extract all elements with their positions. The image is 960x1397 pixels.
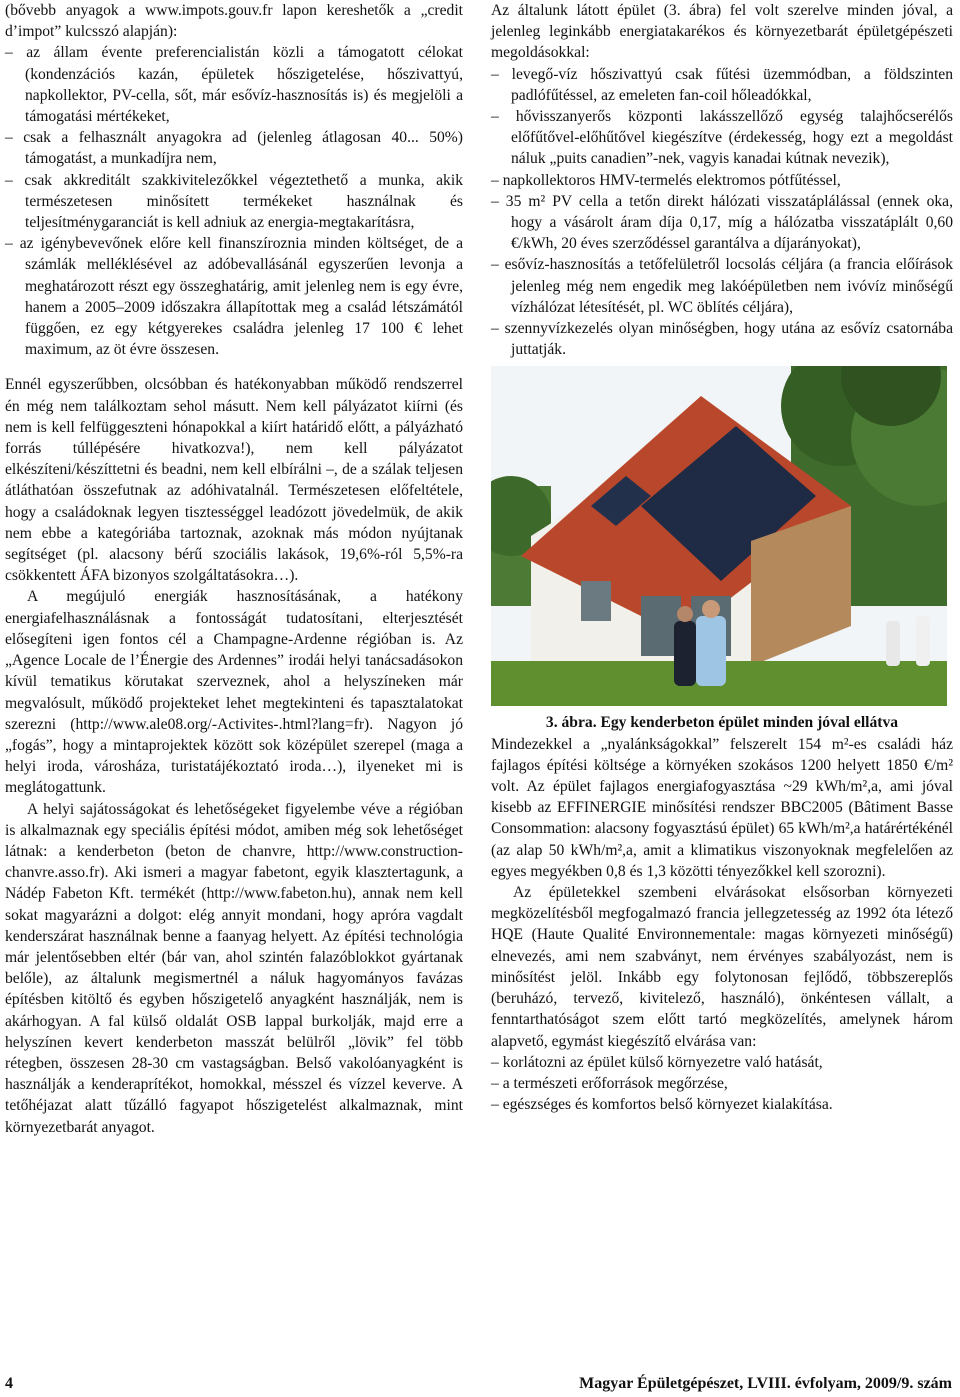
list-item: – csak akkreditált szakkivitelezőkkel végeztethető a munka, akik természetesen minősített termékeket használnak és teljesítménygaranciát is kell adniuk az energia-megtakarításra, — [5, 171, 463, 232]
figure-caption: 3. ábra. Egy kenderbeton épület minden jóval ellátva — [545, 714, 899, 732]
left-column — [5, 0, 463, 1138]
house-photo — [491, 366, 947, 706]
body-paragraph: Mindezekkel a „nyalánkságokkal” felszerelt 154 m²-es családi ház fajlagos építési költsége a környéken szokásos 1200 helyett 1850 €/m² volt. Az épület fajlagos energiafogyasztása ~29 kWh/m²,a, ami jóval kisebb az EFFINERGIE minősítési rendszer BBC2005 (Bâtiment Basse Consommation: alacsony fogyasztású épület) 65 kWh/m²,a határértékénél (az alap 50 kWh/m²,a, amit a klimatikus viszonyoknak megfelelően az egyes megyékben 0,8 és 1,3 közötti tényezőkkel kell szorozni). — [491, 735, 953, 880]
list-item: – a természeti erőforrások megőrzése, — [491, 1074, 728, 1092]
list-item: – esővíz-hasznosítás a tetőfelületről locsolás céljára (a francia előírások jelenleg még nem engedik meg lakóépületben nem ivóvíz minőségű vízhálózat létesítését, pl. WC öblítés céljára), — [491, 256, 953, 316]
body-paragraph: Az épületekkel szembeni elvárásokat elsősorban környezeti megközelítésből megfogalmazó francia jellegzetesség az 1992 óta létező HQE (Haute Qualité Environnementale: magas környezeti minőségű) elnevezés, ami nem szabványt, nem érvényes szabályozást, nem is minősítést jelöl. Inkább egy folytonosan fejlődő, többszereplős (beruházó, tervező, kivitelező, használó), önkéntesen vállalt, a fenntarthatóságot szem előtt tartó megközelítés, amelynek három alapvető, egymást kiegészítő elvárása van: — [491, 884, 953, 1050]
list-item: – az állam évente preferencialistán közli a támogatott célokat (kondenzációs kazán, épületek hőszigetelése, hőszivattyú, napkollektor, PV-cella, sőt, már esővíz-hasznosítás is) és megjelöli a támogatási mértékeket, — [5, 44, 463, 126]
list-item: – levegő-víz hőszivattyú csak fűtési üzemmódban, a földszinten padlófűtéssel, az emeleten fan-coil hőleadókkal, — [491, 65, 953, 104]
list-item: – egészséges és komfortos belső környezet kialakítása. — [491, 1096, 833, 1114]
page-number: 4 — [5, 1375, 13, 1392]
list-item: – csak a felhasznált anyagokra ad (jelenleg átlagosan 40... 50%) támogatást, a munkadíjra nem, — [5, 129, 463, 168]
list-item: – hővisszanyerős központi lakásszellőző egység talajhőcserélős előfűtővel-előhűtővel kiegészítve (érdekesség, hogy ezt a megoldást náluk „puits canadien”-nek, vagyis kanadai kútnak nevezik), — [491, 108, 953, 168]
list-item: – az igénybevevőnek előre kell finanszíroznia minden költséget, de a számlák melléklésével az adóbevallásánál egyszerűen levonja a meghatározott részt egy összeghatárig, amit jelenleg nem is egy évre, hanem a 2005–2009 időszakra állapítottak meg a család létszámától függően, ez egy kétgyerekes családra jelenleg 17 100 € lehet maximum, az öt évre összesen. — [5, 235, 463, 359]
list-item: – korlátozni az épület külső környezetre való hatását, — [491, 1053, 823, 1071]
journal-title: Magyar Épületgépészet, LVIII. évfolyam, 2009/9. szám — [579, 1375, 952, 1392]
list-item: – napkollektoros HMV-termelés elektromos pótfűtéssel, — [491, 171, 841, 189]
body-paragraph: Ennél egyszerűbben, olcsóbban és hatékonyabban működő rendszerrel én még nem találkoztam sehol másutt. Nem kell pályázatot kiírni (és nem is kell felfüggeszteni hónapokkal a kiírt határidő előtt, a pályázható forrás túllépésére hivatkozva!), nem kell pályázatot elkészíteni/készíttetni és beadni, nem kell elbírálni –, de a szálak teljesen átláthatóan összefutnak az adóhivatalnál. Természetesen előfeltétele, hogy a családoknak legyen tisztességgel leadózott jövedelmük, de akik nem ebbe a kategóriába tartoznak, azoknak más módon nyújtanak segítséget (pl. alacsony bérű szociális lakások, 19,6%-ról 5,5%-ra csökkentett ÁFA bizonyos szolgáltatásokra…). — [5, 376, 463, 585]
page-footer — [5, 1369, 952, 1393]
body-paragraph: A megújuló energiák hasznosításának, a hatékony energiafelhasználásnak a fontosságát tudatosítani, elterjesztését elősegíteni igen fontos cél a Champagne-Ardenne régióban is. Az „Agence Locale de l’Énergie des Ardennes” irodái helyi tanácsadásokon kívül tematikus körutakat szerveznek, ahol a helyszíneken már megvalósult, működő projekteket lehet megtekinteni és tapasztalatokat szerezni (http://www.ale08.org/-Activites-.html?lang=fr). Nagyon jó „fogás”, hogy a mintaprojektek között sok középület szerepel (maga a helyi iroda, városháza, turistatájékoztató iroda…), ilyeneket mi is meglátogattunk. — [5, 588, 463, 797]
list-item: – szennyvízkezelés olyan minőségben, hogy utána az esővíz csatornába juttatják. — [491, 320, 953, 359]
intro-paragraph: Az általunk látott épület (3. ábra) fel volt szerelve minden jóval, a jelenleg leginkább energiatakarékos és környezetbarát épületgépészeti megoldásokkal: — [491, 2, 953, 62]
body-paragraph: A helyi sajátosságokat és lehetőségeket figyelembe véve a régióban is alkalmaznak egy speciális építési módot, amiben még sok lehetőséget látnak: a kenderbeton (beton de chanvre, http://www.construction-chanvre.asso.fr). Aki ismeri a magyar fabetont, egyik klasztertagunk, a Nádép Fabeton Kft. termékét (http://www.fabeton.hu), annak nem kell sokat magyarázni a dolgot: elég annyit mondani, hogy apróra vagdalt kenderszárat használnak benne a faanyag helyett. Az építési technológia már jelentősebben eltér (bár van, ahol szintén falazóblokkot gyártanak belőle), az általunk megismertnél a náluk hagyományos favázas építésben kitöltő és egyben hőszigetelő anyagként használják, nem is akárhogyan. A fal külső oldalát OSB lappal burkolják, majd erre a helyszínen kevert kenderbeton masszát belülről „lövik” fel több rétegben, összesen 28-30 cm vastagságban. Belső vakolóanyagként is használják a kenderaprítékot, homokkal, mésszel és vízzel keverve. A tetőhéjazat alatt tűzálló fagyapot hőszigetelést alkalmaznak, mint környezetbarát anyagot. — [5, 800, 463, 1136]
intro-paragraph: (bővebb anyagok a www.impots.gouv.fr lapon kereshetők a „credit d’impot” kulcsszó alapján): — [5, 2, 463, 41]
right-column — [491, 0, 953, 1115]
list-item: – 35 m² PV cella a tetőn direkt hálózati visszatáplálással (ennek oka, hogy a vásárolt áram díja 0,17, míg a hálózatba visszatáplált 0,60 €/kWh, 20 éves szerződéssel garantálva a díjarányokat), — [491, 192, 953, 253]
